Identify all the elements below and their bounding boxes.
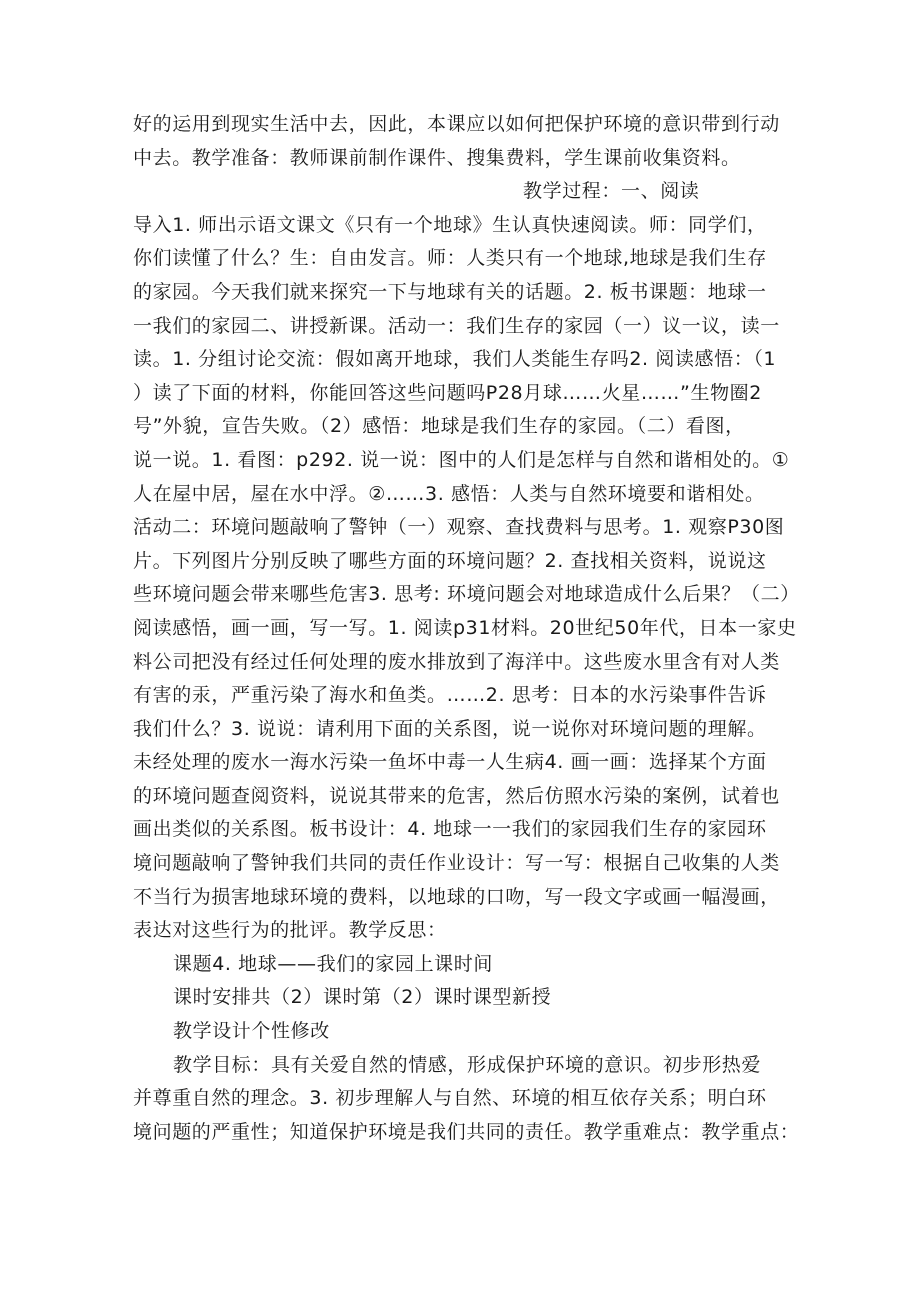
text-line: ）读了下面的材料，你能回答这些问题吗P28月球……火星……”生物圈2	[133, 381, 762, 404]
text-line: 导入1. 师出示语文课文《只有一个地球》生认真快速阅读。师：同学们，	[133, 213, 767, 236]
text-line: 不当行为损害地球环境的费料，以地球的口吻，写一段文字或画一幅漫画，	[133, 885, 780, 908]
section-heading-line: 教学过程：一、阅读	[523, 180, 700, 203]
text-line: 的环境问题查阅资料，说说其带来的危害，然后仿照水污染的案例，试着也	[133, 784, 780, 807]
text-line: 好的运用到现实生活中去，因此，本课应以如何把保护环境的意识带到行动	[133, 113, 780, 135]
text-line: 的家园。今天我们就来探究一下与地球有关的话题。2. 板书课题：地球一	[133, 280, 767, 303]
text-line: 阅读感悟，画一画，写一写。1. 阅读p31材料。20世纪50年代，日本一家史	[133, 616, 797, 639]
text-line: 号”外貌，宣告失败。（2）感悟：地球是我们生存的家园。（二）看图，	[133, 415, 745, 438]
lesson-title-line: 课题4. 地球——我们的家园上课时间	[173, 952, 493, 975]
text-line: 人在屋中居，屋在水中浮。②……3. 感悟：人类与自然环境要和谐相处。	[133, 482, 765, 505]
text-line: 一我们的家园二、讲授新课。活动一：我们生存的家园（一）议一议，读一	[133, 314, 780, 337]
text-line: 活动二：环境问题敲响了警钟（一）观察、查找费料与思考。1. 观察P30图	[133, 516, 785, 539]
text-line: 中去。教学准备：教师课前制作课件、搜集费料，学生课前收集资料。	[133, 146, 741, 169]
text-line: 境问题敲响了警钟我们共同的责任作业设计：写一写：根据自己收集的人类	[133, 852, 780, 875]
text-line: 我们什么？3. 说说：请利用下面的关系图，说一说你对环境问题的理解。	[133, 717, 767, 740]
design-note-line: 教学设计个性修改	[173, 1020, 330, 1043]
document-body	[133, 108, 800, 1149]
text-line: 并尊重自然的理念。3. 初步理解人与自然、环境的相互依存关系；明白环	[133, 1087, 767, 1110]
objectives-line: 教学目标：具有关爱自然的情感，形成保护环境的意识。初步形热爱	[173, 1053, 762, 1076]
text-line: 境问题的严重性；知道保护环境是我们共同的责任。教学重难点：教学重点：	[133, 1120, 800, 1143]
text-line: 未经处理的废水一海水污染一鱼坏中毒一人生病4. 画一画：选择某个方面	[133, 751, 767, 774]
text-line: 表达对这些行为的批评。教学反思：	[133, 919, 447, 942]
text-line: 片。下列图片分别反映了哪些方面的环境问题？2. 查找相关资料，说说这	[133, 549, 767, 572]
text-line: 你们读懂了什么？生：自由发言。师：人类只有一个地球,地球是我们生存	[133, 247, 767, 270]
text-line: 读。1. 分组讨论交流：假如离开地球，我们人类能生存吗2. 阅读感悟：（1	[133, 348, 777, 371]
schedule-line: 课时安排共（2）课时第（2）课时课型新授	[173, 986, 552, 1009]
text-line: 说一说。1. 看图：p292. 说一说：图中的人们是怎样与自然和谐相处的。①	[133, 448, 790, 471]
text-line: 有害的汞，严重污染了海水和鱼类。……2. 思考：日本的水污染事件告诉	[133, 684, 767, 707]
text-line: 料公司把没有经过任何处理的废水排放到了海洋中。这些废水里含有对人类	[133, 650, 780, 673]
text-line: 些环境问题会带来哪些危害3. 思考: 环境问题会对地球造成什么后果？（二）	[133, 583, 800, 606]
text-line: 画出类似的关系图。板书设计：4. 地球一一我们的家园我们生存的家园环	[133, 818, 767, 841]
